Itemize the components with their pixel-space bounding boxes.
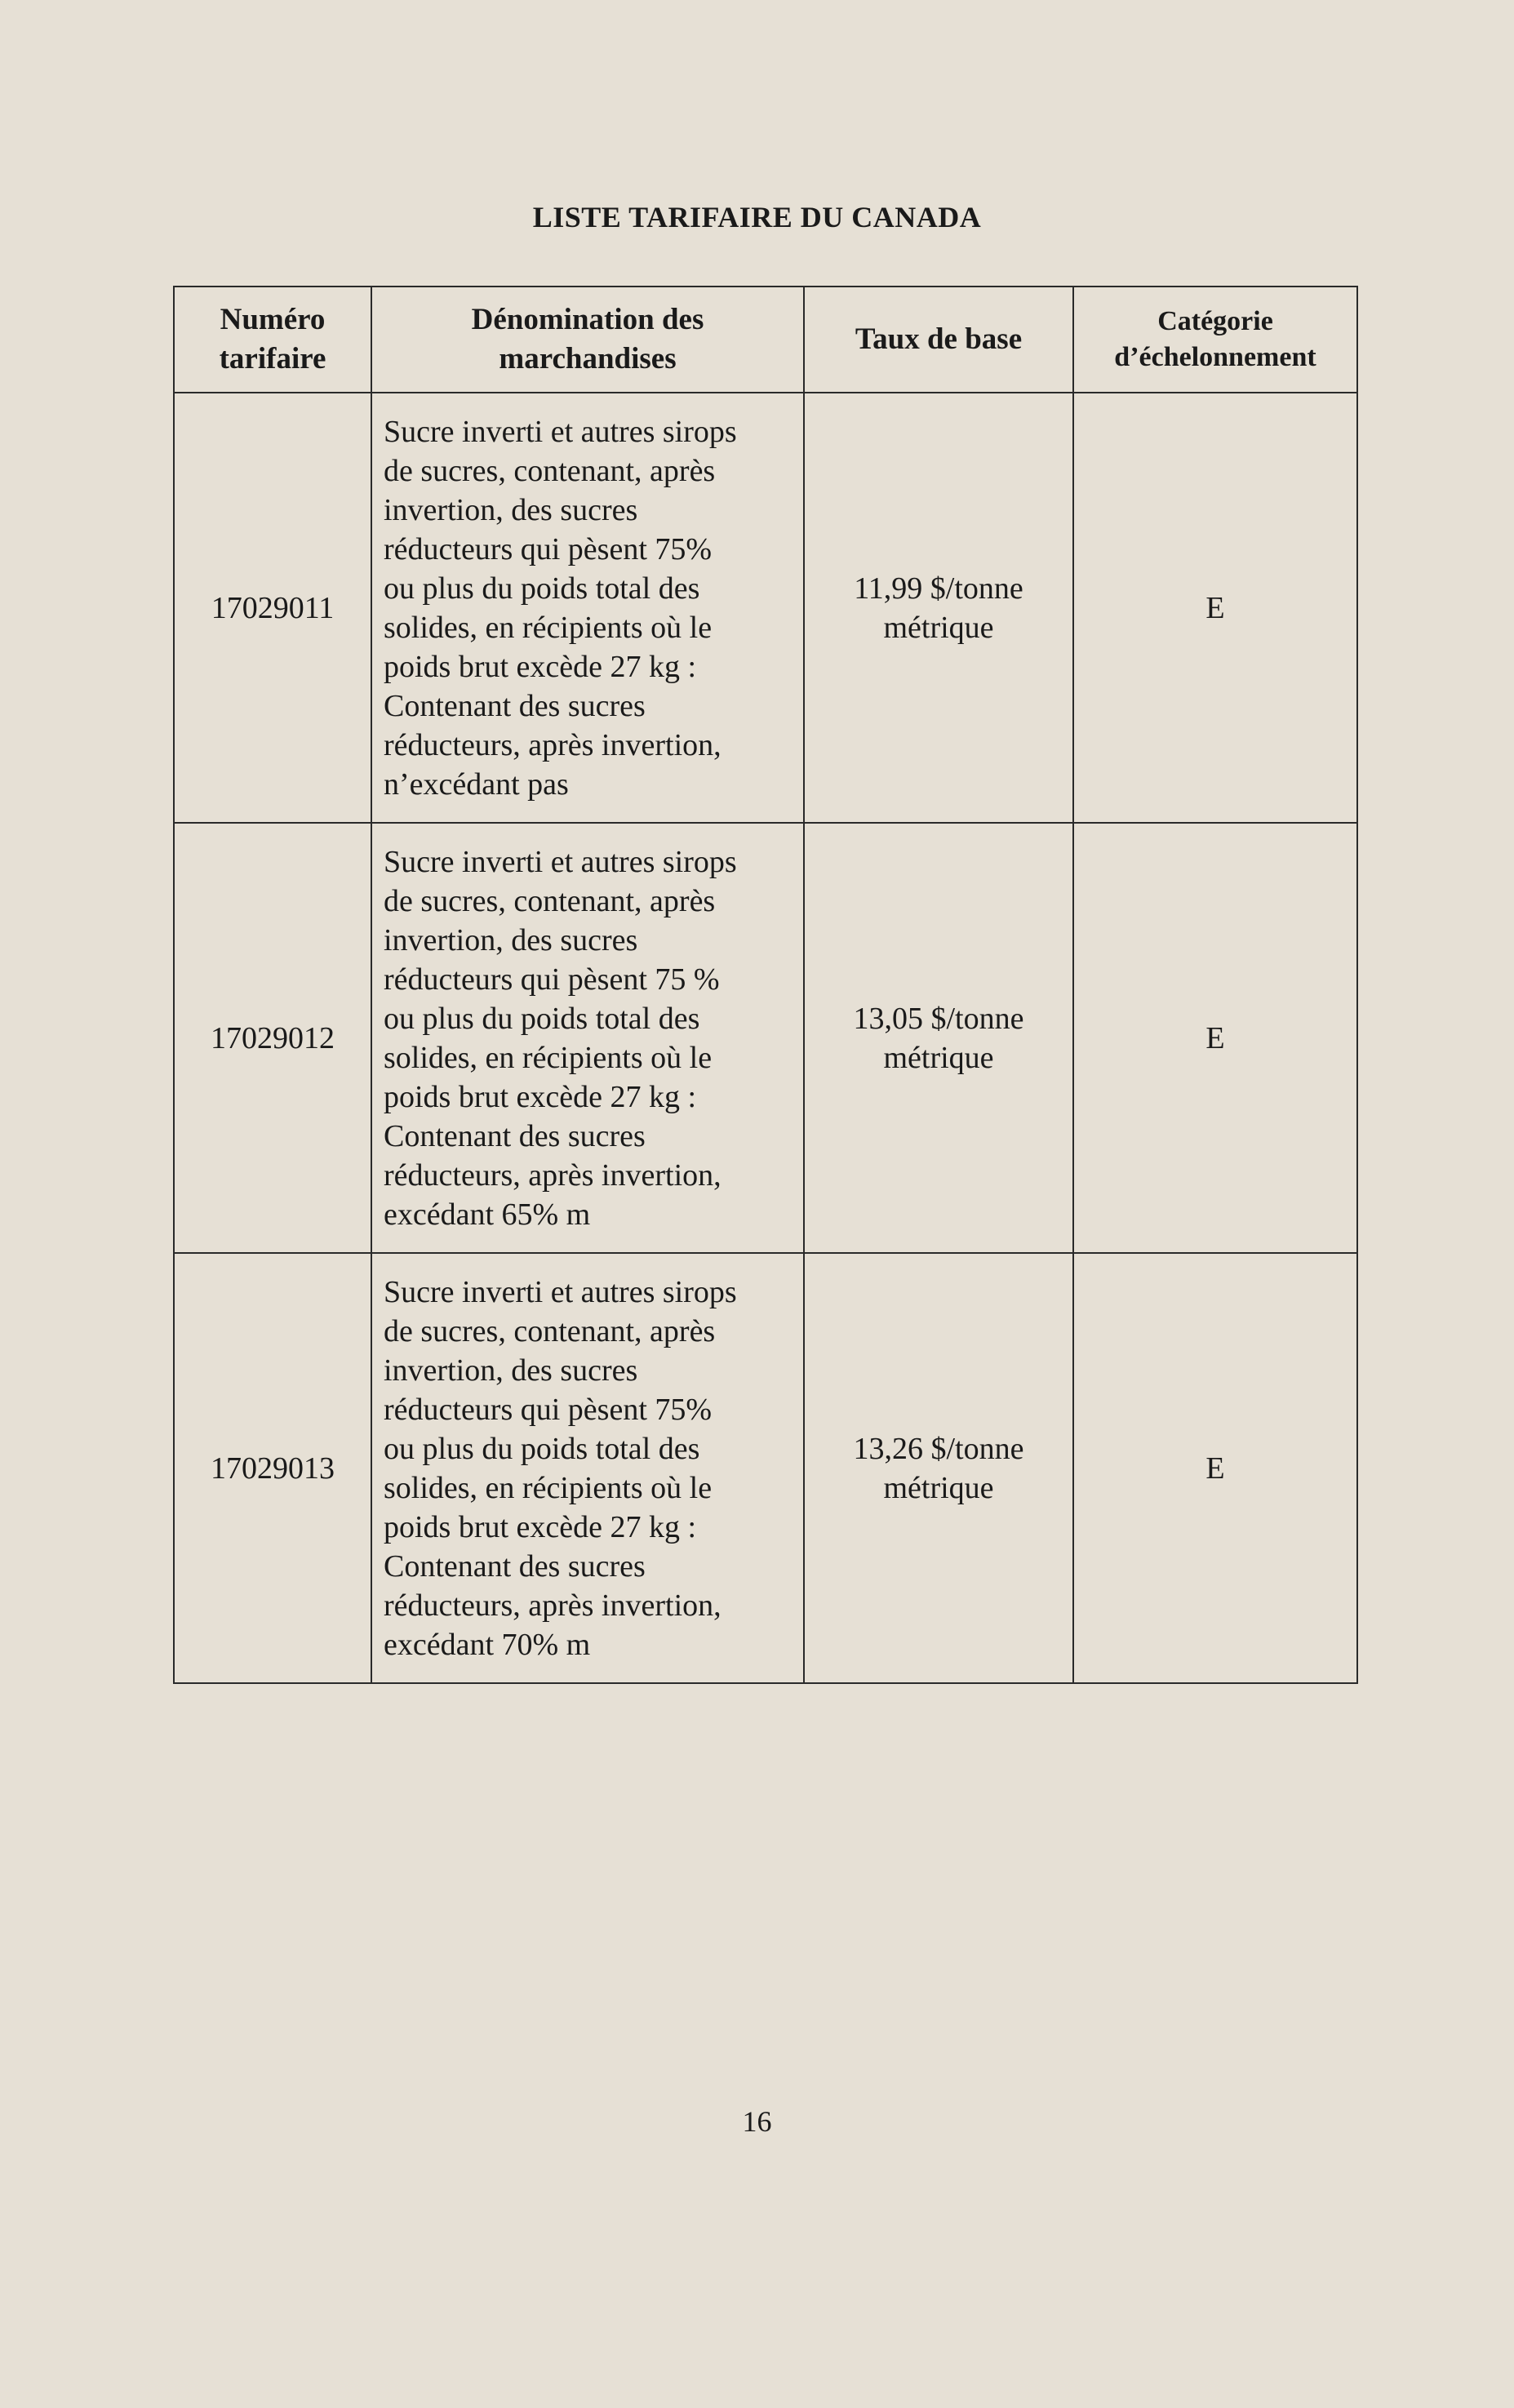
staging-category-cell: E [1073, 393, 1357, 823]
header-row [174, 287, 1357, 393]
description-cell: Sucre inverti et autres sirops de sucres, contenant, après invertion, des sucres réducteurs qui pèsent 75% ou plus du poids total des solides, en récipients où le poids brut excède 27 kg : Contenant des sucres réducteurs, après invertion, n’excédant pas [371, 393, 804, 823]
description-cell: Sucre inverti et autres sirops de sucres, contenant, après invertion, des sucres réducteurs qui pèsent 75 % ou plus du poids total des solides, en récipients où le poids brut excède 27 kg : Contenant des sucres réducteurs, après invertion, excédant 65% m [371, 823, 804, 1253]
page-number: 16 [742, 2105, 772, 2138]
description-cell: Sucre inverti et autres sirops de sucres, contenant, après invertion, des sucres réducteurs qui pèsent 75% ou plus du poids total des solides, en récipients où le poids brut excède 27 kg : Contenant des sucres réducteurs, après invertion, excédant 70% m [371, 1253, 804, 1683]
table-row [174, 393, 1357, 823]
tariff-table [173, 286, 1358, 1684]
tariff-number-cell: 17029012 [174, 823, 371, 1253]
tariff-number-cell: 17029011 [174, 393, 371, 823]
base-rate-cell: 11,99 $/tonne métrique [804, 393, 1073, 823]
staging-category-cell: E [1073, 1253, 1357, 1683]
table-row [174, 823, 1357, 1253]
table-row [174, 1253, 1357, 1683]
tariff-number-cell: 17029013 [174, 1253, 371, 1683]
header-staging-category: Catégorie d’échelonnement [1073, 287, 1357, 393]
staging-category-cell: E [1073, 823, 1357, 1253]
base-rate-cell: 13,05 $/tonne métrique [804, 823, 1073, 1253]
header-tariff-number: Numéro tarifaire [174, 287, 371, 393]
base-rate-cell: 13,26 $/tonne métrique [804, 1253, 1073, 1683]
page-title: LISTE TARIFAIRE DU CANADA [532, 201, 982, 233]
header-goods-description: Dénomination des marchandises [371, 287, 804, 393]
header-base-rate: Taux de base [804, 287, 1073, 393]
